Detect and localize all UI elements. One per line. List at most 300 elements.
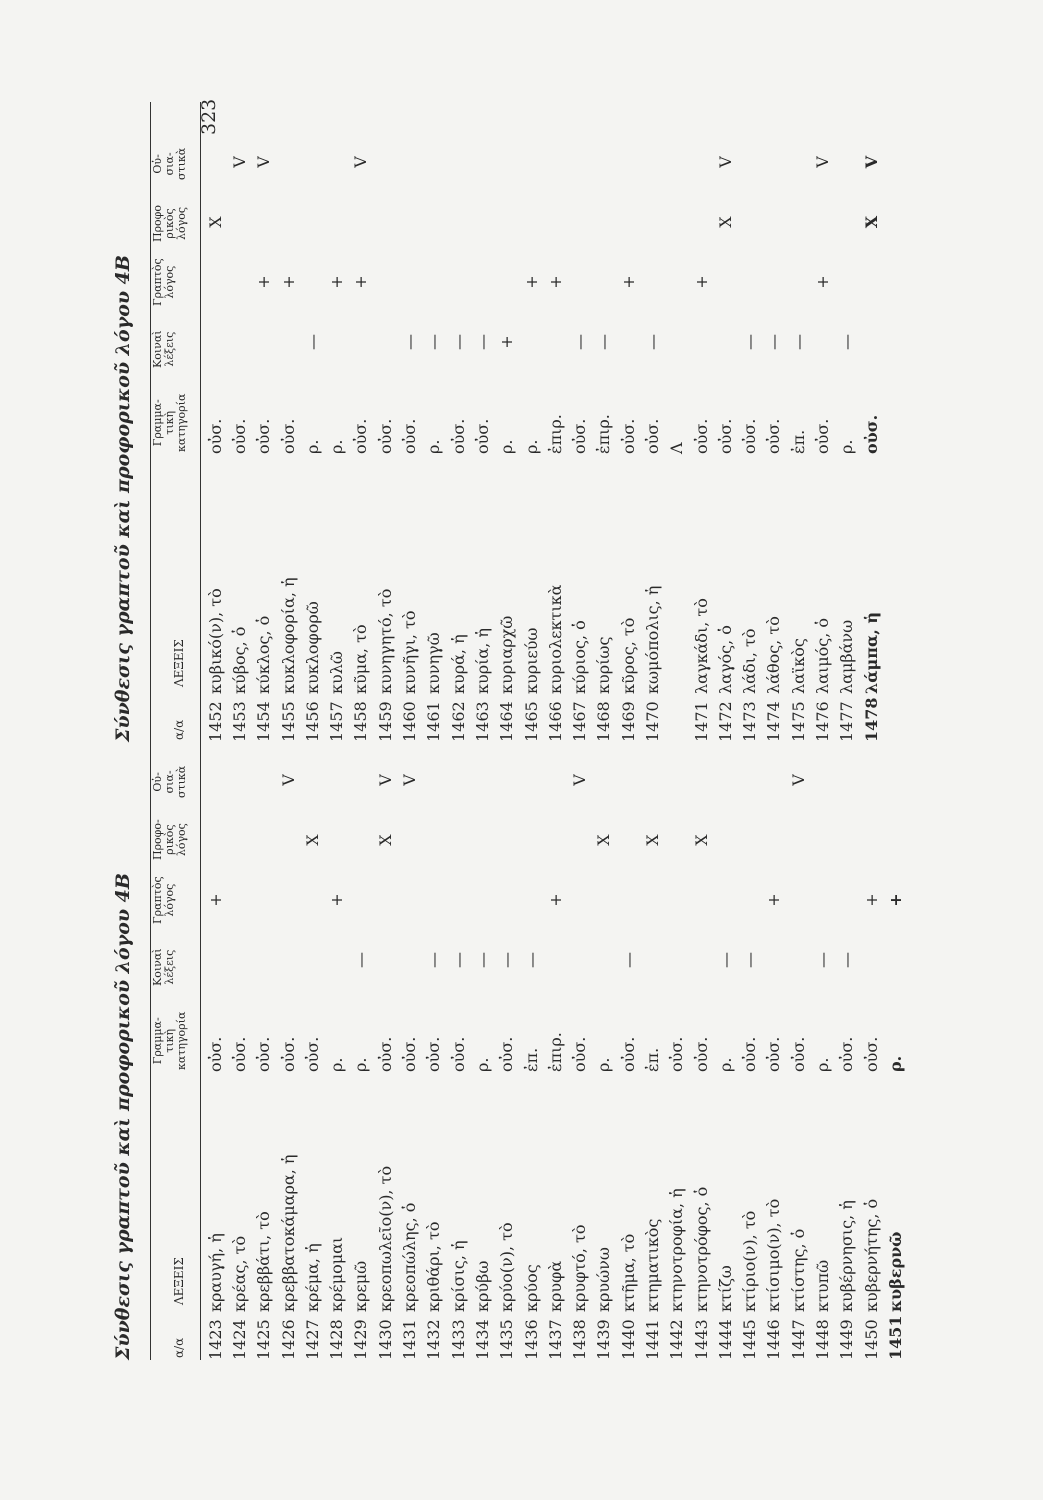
row-common: — — [497, 952, 517, 968]
row-oral — [713, 810, 737, 870]
row-index: 1441 — [642, 1319, 662, 1360]
row-written: + — [861, 893, 881, 907]
row-common: — — [740, 334, 760, 350]
row-nouns — [300, 132, 324, 192]
row-word: κυριολεκτικὰ — [545, 584, 565, 694]
row-grammar: οὐσ. — [618, 1036, 638, 1072]
row-index: 1439 — [594, 1319, 614, 1360]
row-oral — [543, 192, 567, 252]
row-index: 1432 — [424, 1319, 444, 1360]
row-word: κρεββάτι, τὸ — [254, 1211, 274, 1312]
row-written — [640, 870, 664, 930]
row-written — [397, 252, 421, 312]
row-common — [227, 312, 251, 372]
row-nouns — [422, 750, 446, 810]
row-nouns — [543, 132, 567, 192]
row-oral — [762, 192, 786, 252]
row-index: 1429 — [351, 1319, 371, 1360]
row-written — [835, 870, 859, 930]
table-row — [373, 132, 397, 742]
row-word: κρύος — [521, 1264, 541, 1312]
row-grammar: οὐσ. — [448, 1036, 468, 1072]
row-oral — [786, 192, 810, 252]
table-row — [422, 132, 446, 742]
row-common — [689, 930, 713, 990]
row-index: 1433 — [448, 1319, 468, 1360]
row-word: κτίστης, ὁ — [788, 1228, 808, 1312]
row-grammar: ρ. — [327, 1057, 347, 1072]
row-grammar: οὐσ. — [570, 418, 590, 454]
row-index: 1471 — [691, 701, 711, 742]
row-nouns — [616, 750, 640, 810]
row-nouns: V — [861, 155, 881, 169]
row-index: 1446 — [764, 1319, 784, 1360]
table-row — [616, 132, 640, 742]
row-grammar: οὐσ. — [570, 1036, 590, 1072]
row-nouns — [762, 750, 786, 810]
row-word: κρύβω — [472, 1260, 492, 1312]
row-oral — [324, 810, 348, 870]
row-grammar: οὐσ. — [691, 418, 711, 454]
row-nouns — [567, 132, 591, 192]
row-word: κυκλοφορῶ — [302, 601, 322, 694]
row-written: + — [813, 275, 833, 289]
row-grammar: ἐπιρ. — [545, 414, 565, 454]
row-common: — — [472, 952, 492, 968]
row-word — [665, 454, 689, 694]
row-grammar: οὐσ. — [205, 418, 225, 454]
table-row — [810, 750, 834, 1360]
row-nouns — [300, 750, 324, 810]
row-grammar: ρ. — [351, 1057, 371, 1072]
row-nouns — [738, 132, 762, 192]
row-index: 1464 — [497, 701, 517, 742]
row-written — [665, 252, 689, 312]
table-row — [567, 132, 591, 742]
row-word: κρίσις, ἡ — [448, 1240, 468, 1312]
row-index: 1426 — [278, 1319, 298, 1360]
row-common — [276, 312, 300, 372]
row-oral — [300, 192, 324, 252]
row-common: — — [400, 334, 420, 350]
row-nouns — [786, 132, 810, 192]
row-written — [373, 252, 397, 312]
row-nouns — [810, 750, 834, 810]
row-nouns — [373, 132, 397, 192]
row-oral — [810, 810, 834, 870]
table-row — [446, 132, 470, 742]
left-header-nouns: Οὐ- σια- στικὰ — [151, 765, 188, 798]
row-index: 1467 — [570, 701, 590, 742]
row-index: 1456 — [302, 701, 322, 742]
row-oral — [810, 192, 834, 252]
row-written: + — [545, 275, 565, 289]
row-written — [252, 870, 276, 930]
row-word: κραυγή, ἡ — [205, 1233, 225, 1312]
row-common — [373, 930, 397, 990]
row-oral: X — [861, 215, 881, 229]
row-nouns: V — [351, 156, 371, 168]
row-oral — [470, 810, 494, 870]
row-nouns — [883, 750, 907, 810]
row-written — [470, 870, 494, 930]
row-common — [567, 930, 591, 990]
row-nouns: V — [254, 156, 274, 168]
row-written — [446, 252, 470, 312]
row-grammar: ρ. — [715, 1057, 735, 1072]
row-common — [665, 312, 689, 372]
row-nouns — [470, 750, 494, 810]
row-word: λάμπα, ἡ — [861, 611, 881, 694]
row-oral: X — [205, 216, 225, 228]
row-oral — [252, 810, 276, 870]
row-oral — [786, 810, 810, 870]
row-common: — — [424, 334, 444, 350]
row-common — [252, 312, 276, 372]
table-row — [665, 750, 689, 1360]
row-written — [397, 870, 421, 930]
row-nouns — [324, 750, 348, 810]
table-row — [276, 132, 300, 742]
row-index: 1474 — [764, 701, 784, 742]
row-word: κτυπῶ — [813, 1259, 833, 1312]
row-grammar: οὐσ. — [813, 418, 833, 454]
row-grammar: ἐπ. — [521, 1047, 541, 1072]
row-index: 1459 — [375, 701, 395, 742]
table-row — [519, 132, 543, 742]
row-oral — [592, 192, 616, 252]
right-table-body — [203, 132, 883, 742]
row-grammar: οὐσ. — [351, 418, 371, 454]
row-written — [786, 252, 810, 312]
table-row — [543, 132, 567, 742]
row-grammar: οὐσ. — [205, 1036, 225, 1072]
row-oral: X — [691, 834, 711, 846]
row-common: — — [618, 952, 638, 968]
row-written — [446, 870, 470, 930]
row-nouns — [592, 132, 616, 192]
row-common — [252, 930, 276, 990]
table-row — [762, 132, 786, 742]
row-common: — — [521, 952, 541, 968]
row-common: — — [764, 334, 784, 350]
row-grammar: οὐσ. — [764, 418, 784, 454]
row-nouns — [762, 132, 786, 192]
row-grammar: ρ. — [885, 1055, 905, 1072]
row-grammar: ἐπ. — [788, 429, 808, 454]
table-row — [592, 750, 616, 1360]
row-word: κτῆμα, τὸ — [618, 1233, 638, 1312]
row-oral — [373, 192, 397, 252]
row-index: 1453 — [229, 701, 249, 742]
row-written — [713, 252, 737, 312]
row-word: λάδι, τὸ — [740, 628, 760, 694]
row-index: 1443 — [691, 1319, 711, 1360]
row-nouns: V — [570, 774, 590, 786]
row-word: κρυφτό, τὸ — [570, 1224, 590, 1312]
row-written: + — [885, 893, 905, 907]
table-row — [810, 132, 834, 742]
row-common — [543, 312, 567, 372]
row-nouns — [543, 750, 567, 810]
row-index: 1425 — [254, 1319, 274, 1360]
row-grammar: οὐσ. — [375, 1036, 395, 1072]
left-header-written: Γραπτὸς λόγος — [151, 876, 176, 924]
table-row — [397, 750, 421, 1360]
row-word: κυλῶ — [327, 651, 347, 694]
row-index: 1452 — [205, 701, 225, 742]
row-common: — — [837, 952, 857, 968]
row-index: 1435 — [497, 1319, 517, 1360]
row-grammar: οὐσ. — [278, 1036, 298, 1072]
row-index: 1463 — [472, 701, 492, 742]
row-written — [713, 870, 737, 930]
right-header-common: Κοιναὶ λέξεις — [151, 330, 176, 368]
row-common — [519, 312, 543, 372]
row-common — [397, 930, 421, 990]
table-row — [762, 750, 786, 1360]
right-header-words: ΛΕΞΕΙΣ — [172, 639, 186, 687]
row-word: κτηνοτροφία, ἡ — [667, 1188, 687, 1312]
header-rule-bottom — [200, 720, 201, 1360]
row-written: + — [764, 893, 784, 907]
row-common: — — [351, 952, 371, 968]
row-common: — — [837, 334, 857, 350]
row-common: — — [448, 952, 468, 968]
row-written — [349, 870, 373, 930]
row-common — [810, 312, 834, 372]
row-grammar: οὐσ. — [278, 418, 298, 454]
table-row — [203, 132, 227, 742]
row-oral — [689, 192, 713, 252]
row-oral — [349, 810, 373, 870]
row-written — [665, 870, 689, 930]
row-oral — [519, 192, 543, 252]
row-index: 1465 — [521, 701, 541, 742]
row-written — [640, 252, 664, 312]
row-common — [300, 930, 324, 990]
row-nouns — [713, 750, 737, 810]
table-row — [713, 750, 737, 1360]
row-common — [665, 930, 689, 990]
row-grammar: Λ — [667, 442, 687, 454]
row-written — [519, 870, 543, 930]
row-written — [422, 252, 446, 312]
table-row — [543, 750, 567, 1360]
row-word: κρυφὰ — [545, 1260, 565, 1312]
row-written — [738, 252, 762, 312]
row-oral — [665, 192, 689, 252]
row-word: κρυώνω — [594, 1247, 614, 1312]
row-oral — [567, 810, 591, 870]
row-word: κρέμα, ἡ — [302, 1243, 322, 1312]
row-index: 1448 — [813, 1319, 833, 1360]
row-grammar: οὐσ. — [229, 418, 249, 454]
row-word: κρεββατοκάμαρα, ἡ — [278, 1154, 298, 1312]
row-oral — [252, 192, 276, 252]
row-grammar: ρ. — [302, 439, 322, 454]
row-nouns: V — [813, 156, 833, 168]
row-oral — [422, 810, 446, 870]
row-word: κριθάρι, τὸ — [424, 1221, 444, 1312]
row-word: κυβερνῶ — [885, 1231, 905, 1312]
row-index: 1423 — [205, 1319, 225, 1360]
row-nouns — [835, 132, 859, 192]
row-nouns — [665, 132, 689, 192]
row-common — [349, 312, 373, 372]
row-index: 1478 — [861, 697, 881, 742]
row-index: 1447 — [788, 1319, 808, 1360]
page-number: 323 — [198, 98, 220, 135]
row-oral — [470, 192, 494, 252]
row-grammar: οὐσ. — [837, 1036, 857, 1072]
row-common: — — [642, 334, 662, 350]
row-nouns — [203, 750, 227, 810]
row-written — [859, 252, 883, 312]
row-index: 1436 — [521, 1319, 541, 1360]
row-common — [543, 930, 567, 990]
table-row — [300, 750, 324, 1360]
table-row — [859, 132, 883, 742]
row-written — [373, 870, 397, 930]
row-written — [300, 870, 324, 930]
row-word: κρέμομαι — [327, 1236, 347, 1312]
row-written — [276, 870, 300, 930]
row-nouns: V — [715, 156, 735, 168]
left-header-grammar: Γραμμα- τικὴ κατηγορία — [151, 1011, 188, 1070]
row-common: + — [497, 335, 517, 349]
row-nouns: V — [788, 774, 808, 786]
row-common — [640, 930, 664, 990]
row-index — [665, 694, 689, 742]
row-nouns — [397, 132, 421, 192]
row-index: 1458 — [351, 701, 371, 742]
table-row — [470, 132, 494, 742]
row-word: κρέας, τὸ — [229, 1235, 249, 1312]
row-nouns — [859, 750, 883, 810]
row-oral — [276, 810, 300, 870]
row-grammar: ρ. — [424, 439, 444, 454]
table-row — [738, 132, 762, 742]
right-header-index: α/α — [172, 719, 186, 740]
row-nouns — [519, 132, 543, 192]
row-nouns — [203, 132, 227, 192]
row-index: 1455 — [278, 701, 298, 742]
row-grammar: οὐσ. — [764, 1036, 784, 1072]
row-oral: X — [302, 834, 322, 846]
table-row — [786, 750, 810, 1360]
row-word: κυρά, ἡ — [448, 634, 468, 694]
row-grammar: ρ. — [497, 439, 517, 454]
row-index: 1475 — [788, 701, 808, 742]
row-written: + — [521, 275, 541, 289]
row-written — [567, 252, 591, 312]
right-header-nouns: Οὐ- σια- στικὰ — [151, 147, 188, 180]
table-row — [786, 132, 810, 742]
row-nouns — [738, 750, 762, 810]
row-grammar: οὐσ. — [229, 1036, 249, 1072]
row-word: κρεοπωλεῖο(ν), τὸ — [375, 1165, 395, 1312]
row-common: — — [472, 334, 492, 350]
row-index: 1449 — [837, 1319, 857, 1360]
row-written — [616, 870, 640, 930]
row-nouns — [446, 750, 470, 810]
row-oral — [495, 192, 519, 252]
row-common — [786, 930, 810, 990]
row-word: λαμβάνω — [837, 619, 857, 694]
table-row — [349, 750, 373, 1360]
row-common — [592, 930, 616, 990]
row-oral — [349, 192, 373, 252]
row-oral — [227, 810, 251, 870]
row-oral — [203, 810, 227, 870]
row-grammar: ἐπιρ. — [594, 414, 614, 454]
table-row — [203, 750, 227, 1360]
row-oral: X — [375, 834, 395, 846]
table-row — [567, 750, 591, 1360]
row-nouns — [495, 132, 519, 192]
row-nouns: V — [400, 774, 420, 786]
row-word: κρύο(ν), τὸ — [497, 1222, 517, 1312]
table-row — [835, 132, 859, 742]
row-oral — [495, 810, 519, 870]
row-grammar: οὐσ. — [667, 1036, 687, 1072]
table-row — [300, 132, 324, 742]
table-row — [665, 132, 689, 742]
row-oral — [422, 192, 446, 252]
row-oral: X — [642, 834, 662, 846]
row-index: 1428 — [327, 1319, 347, 1360]
row-oral — [883, 810, 907, 870]
row-grammar: ρ. — [813, 1057, 833, 1072]
row-common: — — [788, 334, 808, 350]
row-grammar: οὐσ. — [400, 1036, 420, 1072]
row-oral: X — [594, 834, 614, 846]
row-nouns — [324, 132, 348, 192]
table-row — [519, 750, 543, 1360]
row-word: κυνῆγι, τὸ — [400, 610, 420, 694]
row-index: 1460 — [400, 701, 420, 742]
table-row — [859, 750, 883, 1360]
row-index: 1451 — [885, 1315, 905, 1360]
row-grammar: ρ. — [837, 439, 857, 454]
row-written — [786, 870, 810, 930]
row-common — [859, 930, 883, 990]
row-oral: X — [715, 216, 735, 228]
row-written: + — [545, 893, 565, 907]
row-grammar: οὐσ. — [375, 418, 395, 454]
row-nouns — [349, 750, 373, 810]
table-row — [349, 132, 373, 742]
table-row — [495, 750, 519, 1360]
row-index: 1445 — [740, 1319, 760, 1360]
row-oral — [738, 810, 762, 870]
row-grammar: ρ. — [472, 1057, 492, 1072]
row-nouns — [276, 132, 300, 192]
row-nouns — [470, 132, 494, 192]
row-word: κτίσιμο(ν), τὸ — [764, 1198, 784, 1312]
row-word: κύριος, ὁ — [570, 620, 590, 694]
row-index: 1476 — [813, 701, 833, 742]
row-common: — — [740, 952, 760, 968]
table-row — [640, 750, 664, 1360]
row-written: + — [618, 275, 638, 289]
row-oral — [276, 192, 300, 252]
row-word: κρεοπώλης, ὁ — [400, 1202, 420, 1312]
row-written — [738, 870, 762, 930]
row-written — [689, 870, 713, 930]
row-common — [203, 930, 227, 990]
